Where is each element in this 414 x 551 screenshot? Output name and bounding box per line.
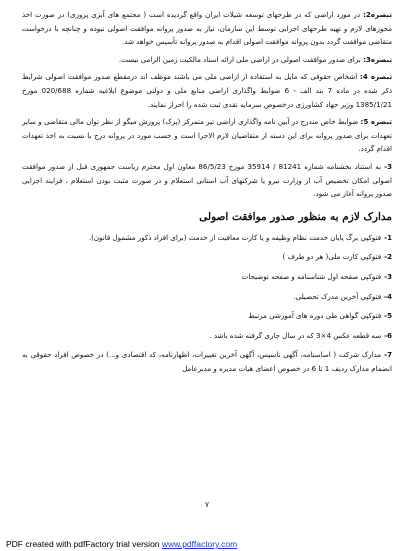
list-item-text: فتوکپی صفحه اول شناسنامه و صفحه توضیحات [241,271,382,281]
list-item-number: 2- [384,252,392,262]
list-item [22,309,392,323]
pdf-footer [6,539,237,549]
paragraph-note-4 [22,70,392,111]
list-item-text: فتوکپی آخرین مدرک تحصیلی. [293,291,382,301]
paragraph-label: تبصره2: [363,10,392,19]
section-title: مدارک لازم به منظور صدور موافقت اصولی [199,210,392,223]
paragraph-note-2 [22,8,392,49]
footer-text: PDF created with pdfFactory trial version [6,539,162,549]
list-item-number: 5- [384,311,392,321]
list-item [22,290,392,304]
list-item-number: 3- [384,271,392,281]
list-item [22,231,392,245]
paragraph-label: 3- [384,161,393,171]
paragraph-note-5 [22,115,392,156]
paragraph-text: برای صدور موافقت اصولی در اراضی ملی ارائه اسناد مالکیت زمین الزامی نیست. [118,54,361,64]
required-documents-list [22,231,392,376]
list-item [22,348,392,375]
list-item-text: فتوکپی کارت ملی( هر دو طرف ) [282,252,382,262]
paragraph-text: در مورد اراضی که در طرحهای توسعه شیلات ایران واقع گردیده است ( مجتمع های آبزی پروری) در صورت اخذ مجوزهای لازم و تهیه طرحهای اجرایی توسط این سازمان، نیاز به صدور پروانه موافقت اصولی نبوده و چنانچه با درخواست متقاضی موافقت گردد بدون پروانه موافقت اصولی اقدام به صدور پروانه تأسیس خواهد شد. [22,10,392,47]
list-item-text: فتوکپی گواهی طی دوره های آموزشی مرتبط [248,311,382,321]
paragraph-item-3 [22,160,392,201]
list-item [22,250,392,264]
list-item-text: سه قطعه عکس 4×3 که در سال جاری گرفته شده باشد . [209,330,382,340]
paragraph-text: به استناد بخشنامه شماره 81241 / 35914 مورخ 86/5/23 معاون اول محترم ریاست جمهوری قبل از صدور موافقت اصولی امکان تخصیص آب از وزارت نیرو یا شرکتهای آب استانی استعلام و در صورت مثبت بودن استعلام ، فرایند اجرایی صدور پروانه آغاز می شود. [22,161,392,199]
paragraph-text: اشخاص حقوقی که مایل به استفاده از اراضی ملی می باشند موظف اند درمقطع صدور موافقت اصولی شرایط ذکر شده در ماده 7 بند الف - 6 ضوابط واگذاری اراضی منابع ملی و دولتی موضوع ابلاغیه شماره 020/688 مورخ 1385/1/21 وزیر جهاد کشاورزی درخصوص سرمایه نقدی ثبت شده را احراز نمایند. [22,72,392,109]
list-item-number: 4- [384,291,392,301]
footer-link[interactable]: www.pdffactory.com [161,539,238,549]
paragraph-note-3 [22,53,392,67]
list-item-text: فتوکپی برگ پایان خدمت نظام وظیفه و یا کارت معافیت از خدمت (برای افراد ذکور مشمول قانون). [88,232,382,242]
paragraph-text: ضوابط خاص مندرج در آیین نامه واگذاری اراضی تیر متمرکز (پرک) پرورش میگو از نظر توان مالی متقاضی و سایر تعهدات برای صدور پروانه برای این دسته از متقاضیان لازم الاجرا است و حسب مورد در پروانه درج یا نسبت به اخذ تعهدات اقدام گردد. [22,117,392,154]
list-item-text: مدارک شرکت ( اساسنامه، آگهی تاسیس، آگهی آخرین تغییرات، اظهارنامه، کد اقتصادی و...) در خصوص افراد حقوقی به انضمام مدارک ردیف 1 تا 6 در خصوص اعضای هیات مدیره و مدیرعامل [22,350,392,373]
list-item-number: 6- [384,330,392,340]
list-item-number: 7- [384,350,392,360]
list-item [22,329,392,343]
paragraph-label: تبصره3: [363,54,392,64]
page-number: ۷ [204,500,210,509]
paragraph-label: تبصره 5: [360,117,392,127]
list-item-number: 1- [384,232,392,242]
list-item [22,270,392,284]
paragraph-label: تبصره 4: [360,72,392,82]
document-body [22,8,392,381]
